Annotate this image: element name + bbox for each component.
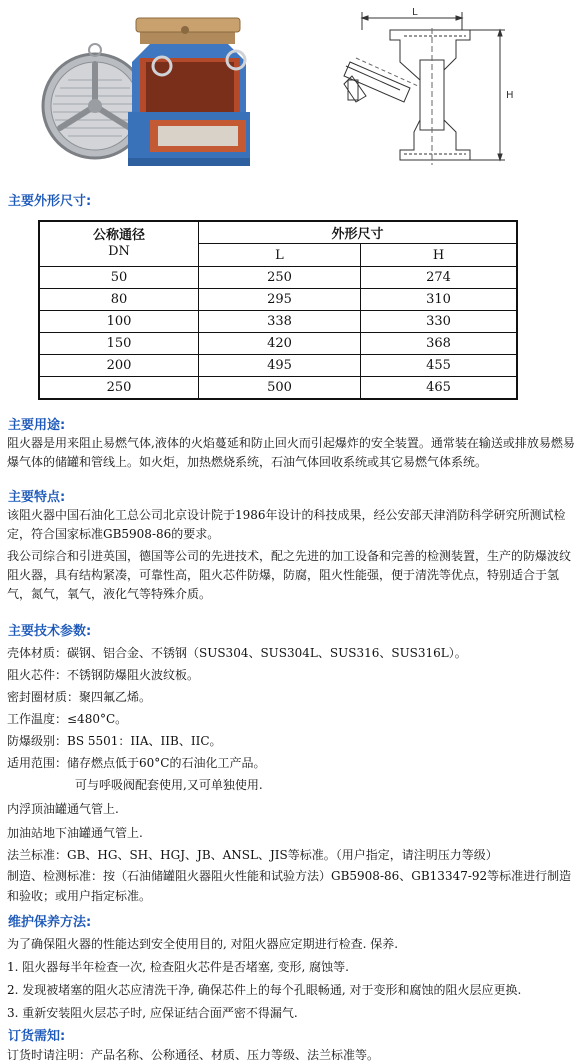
cell-h: 274 — [361, 267, 518, 289]
h-header: H — [361, 244, 518, 267]
cell-l: 338 — [199, 311, 361, 333]
cell-h: 310 — [361, 289, 518, 311]
param-tank-2: 加油站地下油罐通气管上. — [7, 826, 143, 840]
cell-dn: 80 — [39, 289, 199, 311]
dn-header-unit: DN — [108, 244, 130, 259]
cell-dn: 200 — [39, 355, 199, 377]
table-row — [39, 311, 517, 333]
product-photo — [43, 18, 250, 166]
param-grade: 防爆级别：BS 5501：IIA、IIB、IIC。 — [7, 734, 222, 748]
maint-section-title: 维护保养方法: — [8, 915, 92, 930]
params-section-title: 主要技术参数: — [8, 624, 92, 639]
dims-section-title: 主要外形尺寸: — [8, 194, 92, 209]
cell-h: 368 — [361, 333, 518, 355]
cell-dn: 250 — [39, 377, 199, 399]
param-scope: 适用范围：储存燃点低于60°C的石油化工产品。 — [7, 756, 266, 770]
usage-text: 阻火器是用来阻止易燃气体,液体的火焰蔓延和防止回火而引起爆炸的安全装置。通常装在输送或排放易燃易爆气体的储罐和管线上。如火炬，加热燃烧系统，石油气体回收系统或其它易燃气体系统。 — [7, 436, 575, 469]
param-temp: 工作温度：≤480°C。 — [7, 712, 128, 726]
dimensions-table — [38, 220, 518, 400]
product-images — [0, 0, 588, 178]
table-row — [39, 333, 517, 355]
param-tank-1: 内浮顶油罐通气管上. — [7, 802, 119, 816]
cell-l: 420 — [199, 333, 361, 355]
maint-item-3: 3. 重新安装阻火层芯子时, 应保证结合面严密不得漏气. — [7, 1006, 298, 1020]
cell-dn: 100 — [39, 311, 199, 333]
l-header: L — [199, 244, 361, 267]
cell-h: 455 — [361, 355, 518, 377]
table-row — [39, 355, 517, 377]
cell-h: 330 — [361, 311, 518, 333]
order-text: 订货时请注明：产品名称、公称通径、材质、压力等级、法兰标准等。 — [7, 1048, 380, 1062]
table-row — [39, 267, 517, 289]
table-header-row — [39, 221, 517, 244]
cell-l: 295 — [199, 289, 361, 311]
drawing-h-label: H — [506, 90, 514, 101]
cell-h: 465 — [361, 377, 518, 399]
param-shell: 壳体材质：碳钢、铝合金、不锈钢（SUS304、SUS304L、SUS316、SUS316L）。 — [7, 646, 467, 660]
dn-header — [39, 221, 199, 267]
cell-dn: 50 — [39, 267, 199, 289]
usage-section-title: 主要用途: — [8, 418, 66, 433]
table-row — [39, 289, 517, 311]
technical-drawing — [344, 7, 514, 165]
features-paragraph-1: 该阻火器中国石油化工总公司北京设计院于1986年设计的科技成果，经公安部天津消防科学研究所测试检定，符合国家标准GB5908-86的要求。 — [7, 508, 566, 541]
table-row — [39, 377, 517, 399]
dn-header-label: 公称通径 — [92, 228, 145, 243]
param-mfg: 制造、检测标准：按（石油储罐阻火器阻火性能和试验方法）GB5908-86、GB13347-92等标准进行制造和验收；或用户指定标准。 — [7, 869, 572, 903]
param-seal: 密封圈材质：聚四氟乙烯。 — [7, 690, 152, 704]
dims-header: 外形尺寸 — [199, 221, 518, 244]
drawing-l-label: L — [412, 7, 418, 18]
maint-item-2: 2. 发现被堵塞的阻火芯应清洗干净, 确保芯件上的每个孔眼畅通, 对于变形和腐蚀的阻火层应更换. — [7, 983, 522, 997]
param-core: 阻火芯件：不锈钢防爆阻火波纹板。 — [7, 668, 200, 682]
maint-intro: 为了确保阻火器的性能达到安全使用目的, 对阻火器应定期进行检查. 保养. — [7, 937, 399, 951]
order-section-title: 订货需知: — [8, 1029, 66, 1044]
features-paragraph-2: 我公司综合和引进英国，德国等公司的先进技术，配之先进的加工设备和完善的检测装置，生产的防爆波纹阻火器，具有结构紧凑，可靠性高，阻火芯件防爆，防腐，阻火性能强，便于清洗等优点，特别适合于氢气，氮气，氧气，液化气等特殊介质。 — [7, 549, 572, 601]
maint-item-1: 1. 阻火器每半年检查一次, 检查阻火芯件是否堵塞, 变形, 腐蚀等. — [7, 960, 349, 974]
cell-l: 500 — [199, 377, 361, 399]
cell-l: 250 — [199, 267, 361, 289]
cell-l: 495 — [199, 355, 361, 377]
cell-dn: 150 — [39, 333, 199, 355]
param-scope-2: 可与呼吸阀配套使用,又可单独使用. — [75, 778, 263, 792]
param-flange: 法兰标准：GB、HG、SH、HGJ、JB、ANSL、JIS等标准。（用户指定，请注明压力等级） — [7, 848, 498, 862]
features-section-title: 主要特点: — [8, 490, 66, 505]
